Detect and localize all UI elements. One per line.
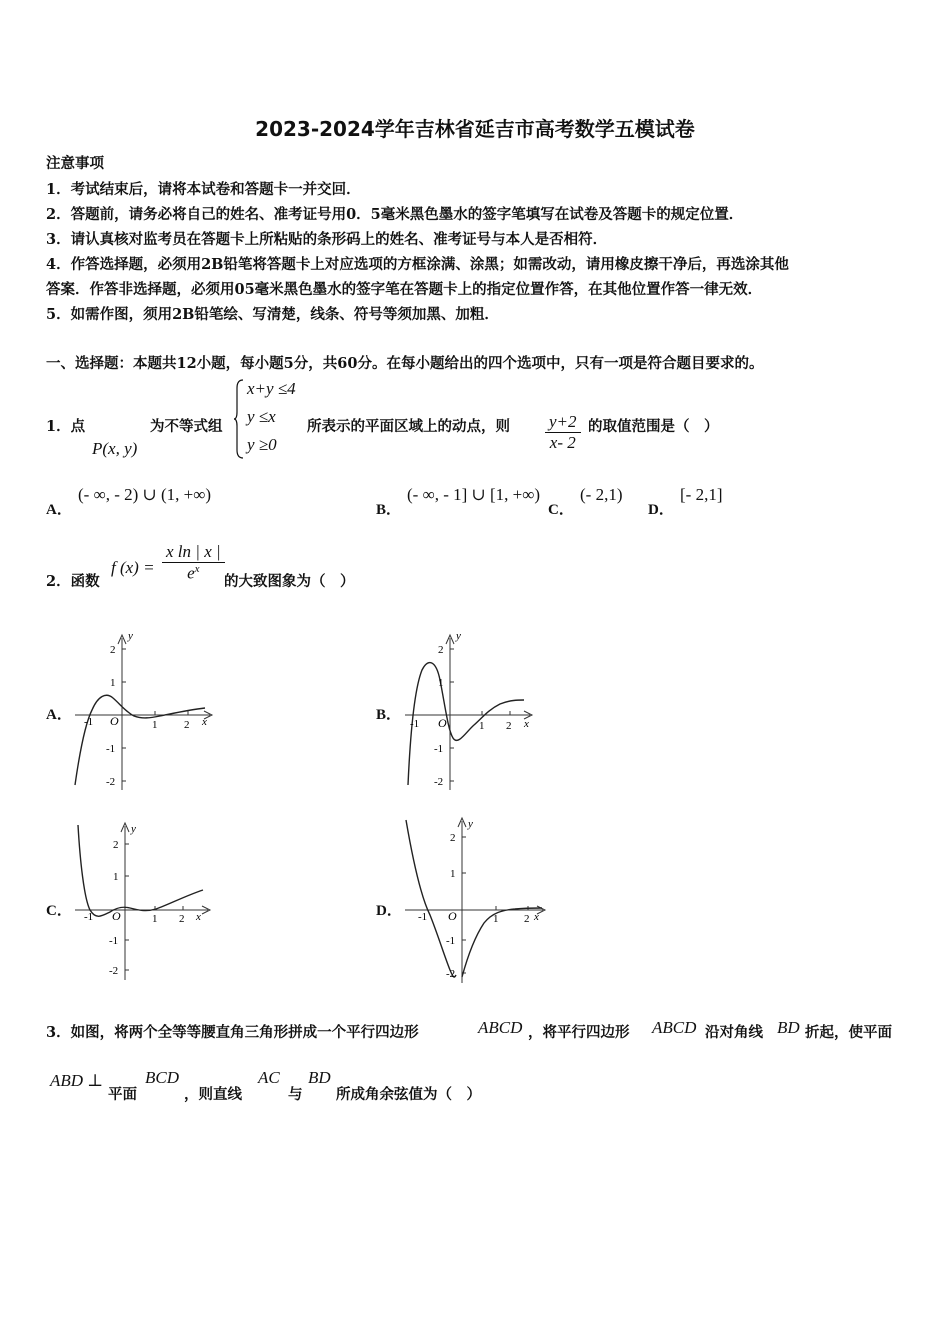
q2-func-fraction <box>162 542 225 584</box>
q3-text: 折起，使平面 <box>805 1024 892 1041</box>
q1-inequality: y ≤x <box>247 407 276 426</box>
function-curve <box>406 820 456 977</box>
tick-label: -1 <box>446 935 456 947</box>
notice-heading: 注意事项 <box>46 155 104 172</box>
page-title: 2023-2024学年吉林省延吉市高考数学五模试卷 <box>255 117 695 141</box>
q3-math: ABCD <box>652 1018 697 1037</box>
tick-label: 1 <box>113 871 119 883</box>
tick-label: 2 <box>179 913 185 925</box>
tick-label: 1 <box>152 913 158 925</box>
tick-label: -2 <box>446 968 456 980</box>
tick-label: 2 <box>450 832 456 844</box>
q3-math: BCD <box>145 1068 179 1087</box>
tick-label: -2 <box>434 776 444 788</box>
tick-label: -1 <box>84 911 94 923</box>
q1-frac-den: x- 2 <box>549 433 576 452</box>
q3-math: BD <box>777 1018 800 1037</box>
tick-label: 2 <box>110 644 116 656</box>
q2-graph-c <box>70 820 220 985</box>
tick-label: -1 <box>434 743 444 755</box>
q3-text: 所成角余弦值为（ ） <box>336 1086 481 1103</box>
q3-math: BD <box>308 1068 331 1087</box>
function-curve <box>78 825 203 916</box>
origin-label: O <box>438 716 447 730</box>
tick-label: 1 <box>110 677 116 689</box>
notice-item: 4．作答选择题，必须用2B铅笔将答题卡上对应选项的方框涂满、涂黑；如需改动，请用橡皮擦干净后，再选涂其他 <box>46 256 789 273</box>
section-heading: 一、选择题：本题共12小题，每小题5分，共60分。在每小题给出的四个选项中，只有一项是符合题目要求的。 <box>46 355 764 372</box>
q2-text: 的大致图象为（ ） <box>224 573 355 590</box>
q1-option-label[interactable]: B． <box>376 502 402 518</box>
tick-label: 2 <box>184 719 190 731</box>
q1-option-label[interactable]: A． <box>46 502 72 518</box>
q2-option-label[interactable]: C． <box>46 903 72 919</box>
y-axis-label: y <box>128 630 133 642</box>
q3-text: 与 <box>288 1086 303 1103</box>
q2-func-lhs: f (x) = <box>111 558 155 577</box>
function-curve <box>75 695 205 785</box>
tick-label: 1 <box>438 677 444 689</box>
notice-item: 答案．作答非选择题，必须用05毫米黑色墨水的签字笔在答题卡上的指定位置作答，在其他位置作答一律无效． <box>46 281 763 298</box>
q2-graph-a <box>70 630 220 795</box>
tick-label: 1 <box>152 719 158 731</box>
tick-label: 2 <box>524 913 530 925</box>
q1-inequality: y ≥0 <box>247 435 277 454</box>
tick-label: -1 <box>106 743 116 755</box>
q1-option-value: (- ∞, - 2) ∪ (1, +∞) <box>78 485 212 504</box>
q2-func-den: e <box>187 563 195 583</box>
q1-system-brace <box>233 378 245 460</box>
q3-text: ，将平行四边形 <box>528 1024 630 1041</box>
y-axis-label: y <box>456 630 461 642</box>
q1-text: 所表示的平面区域上的动点，则 <box>307 418 510 435</box>
q1-point: P(x, y) <box>92 439 138 458</box>
q3-math: ABD ⊥ <box>50 1071 104 1090</box>
q1-option-value: (- ∞, - 1] ∪ [1, +∞) <box>407 485 541 504</box>
q2-func-num: x ln | x | <box>162 542 225 563</box>
q1-frac-num: y+2 <box>545 412 581 433</box>
origin-label: O <box>448 909 457 923</box>
q1-option-label[interactable]: D． <box>648 502 674 518</box>
tick-label: -1 <box>418 911 428 923</box>
q3-math: AC <box>258 1068 280 1087</box>
q3-text: 3．如图，将两个全等等腰直角三角形拼成一个平行四边形 <box>46 1024 419 1041</box>
notice-item: 5．如需作图，须用2B铅笔绘、写清楚，线条、符号等须加黑、加粗． <box>46 306 499 323</box>
q2-number: 2．函数 <box>46 573 100 590</box>
x-axis-label: x <box>196 911 201 923</box>
q1-inequality: x+y ≤4 <box>247 379 296 398</box>
notice-item: 1．考试结束后，请将本试卷和答题卡一并交回． <box>46 181 361 198</box>
q2-option-label[interactable]: D． <box>376 903 402 919</box>
q2-func-den-sup: x <box>194 563 200 575</box>
origin-label: O <box>112 909 121 923</box>
q2-option-label[interactable]: A． <box>46 707 72 723</box>
q2-option-label[interactable]: B． <box>376 707 402 723</box>
origin-label: O <box>110 714 119 728</box>
x-axis-label: x <box>202 716 207 728</box>
q1-fraction <box>545 412 581 453</box>
tick-label: 2 <box>438 644 444 656</box>
q3-text: ，则直线 <box>184 1086 242 1103</box>
x-axis-label: x <box>524 718 529 730</box>
tick-label: 1 <box>493 913 499 925</box>
q1-option-value: (- 2,1) <box>580 485 623 504</box>
tick-label: -2 <box>109 965 119 977</box>
tick-label: 2 <box>113 839 119 851</box>
q3-math: ABCD <box>478 1018 523 1037</box>
q2-graph-d <box>400 815 555 985</box>
y-axis-label: y <box>131 823 136 835</box>
q3-text: 平面 <box>108 1086 137 1103</box>
tick-label: -1 <box>84 716 94 728</box>
y-axis-label: y <box>468 818 473 830</box>
q1-option-label[interactable]: C． <box>548 502 574 518</box>
notice-item: 3．请认真核对监考员在答题卡上所粘贴的条形码上的姓名、准考证号与本人是否相符． <box>46 231 608 248</box>
q2-graph-b <box>400 630 550 795</box>
q1-text: 的取值范围是（ ） <box>588 418 719 435</box>
q1-option-value: [- 2,1] <box>680 485 723 504</box>
tick-label: 1 <box>450 868 456 880</box>
tick-label: -2 <box>106 776 116 788</box>
tick-label: 1 <box>479 720 485 732</box>
notice-item: 2．答题前，请务必将自己的姓名、准考证号用0．5毫米黑色墨水的签字笔填写在试卷及答题卡的规定位置． <box>46 206 744 223</box>
q1-text: 为不等式组 <box>150 418 223 435</box>
tick-label: -1 <box>410 718 420 730</box>
x-axis-label: x <box>534 911 539 923</box>
q3-text: 沿对角线 <box>705 1024 763 1041</box>
tick-label: 2 <box>506 720 512 732</box>
function-curve <box>462 908 542 977</box>
q1-number: 1．点 <box>46 418 86 435</box>
tick-label: -1 <box>109 935 119 947</box>
